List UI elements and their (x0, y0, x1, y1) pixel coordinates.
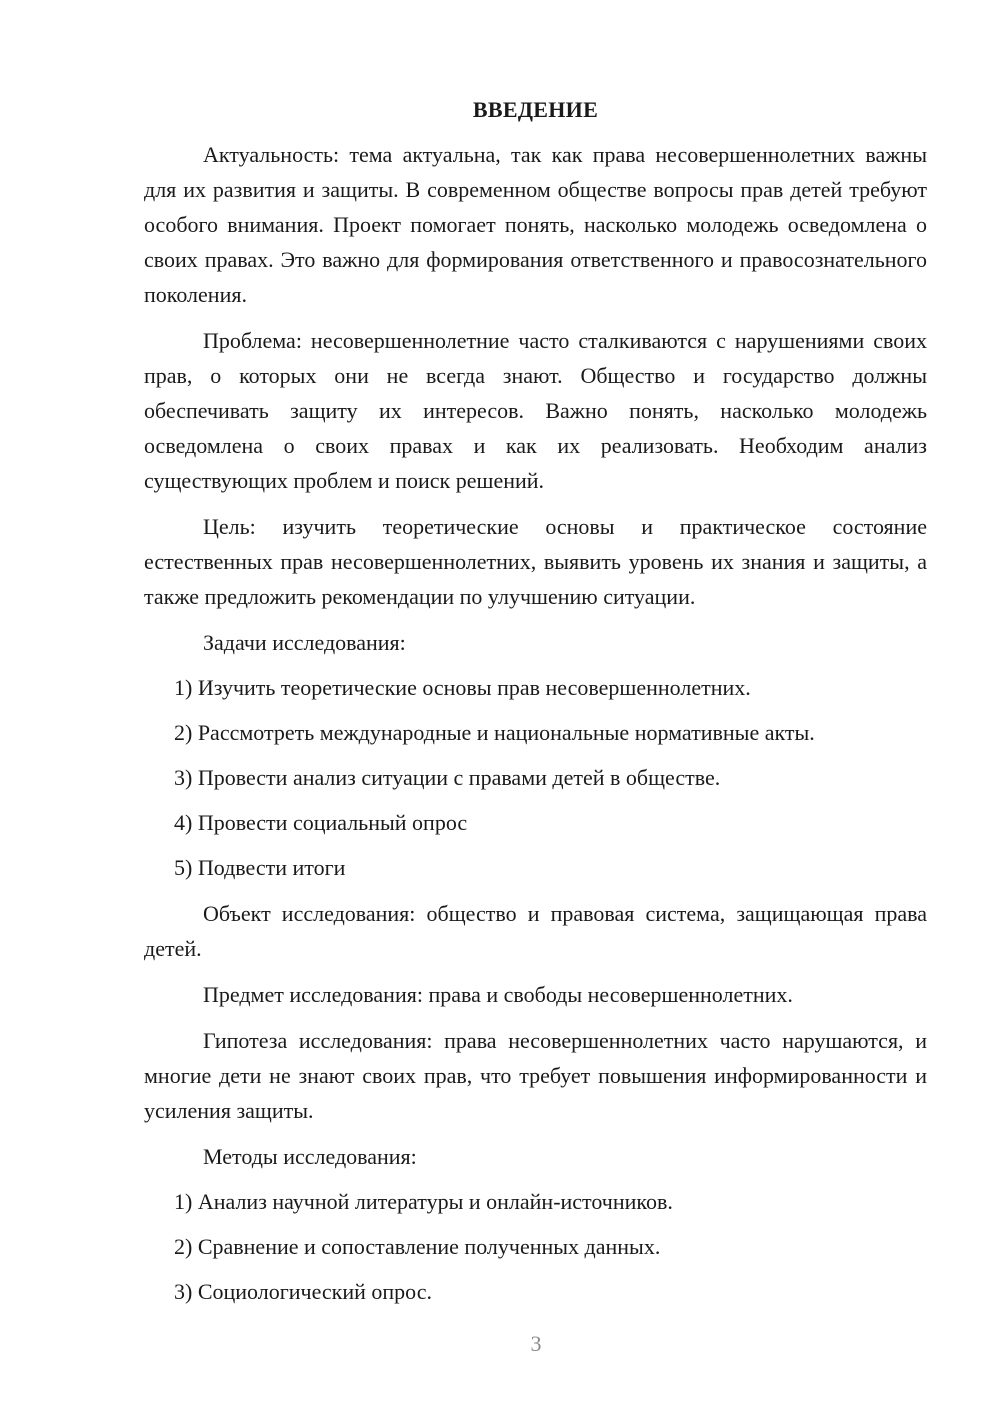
list-item: 1) Анализ научной литературы и онлайн-источников. (174, 1189, 673, 1214)
page-number: 3 (530, 1331, 542, 1356)
list-item: 2) Сравнение и сопоставление полученных данных. (174, 1234, 661, 1259)
page-title: ВВЕДЕНИЕ (472, 97, 599, 122)
list-item: 3) Социологический опрос. (174, 1279, 432, 1304)
page-content (144, 92, 927, 1309)
paragraph-hypothesis: Гипотеза исследования: права несовершеннолетних часто нарушаются, и многие дети не знают своих прав, что требует повышения информированности и усиления защиты. (144, 1028, 927, 1123)
paragraph-goal: Цель: изучить теоретические основы и практическое состояние естественных прав несовершеннолетних, выявить уровень их знания и защиты, а также предложить рекомендации по улучшению ситуации. (144, 514, 927, 609)
methods-list (144, 1184, 927, 1309)
list-item: 1) Изучить теоретические основы прав несовершеннолетних. (174, 675, 751, 700)
list-item: 4) Провести социальный опрос (174, 810, 468, 835)
paragraph-problem: Проблема: несовершеннолетние часто сталкиваются с нарушениями своих прав, о которых они не всегда знают. Общество и государство должны обеспечивать защиту их интересов. Важно понять, насколько молодежь осведомлена о своих правах и как их реализовать. Необходим анализ существующих проблем и поиск решений. (144, 328, 927, 493)
tasks-heading: Задачи исследования: (203, 630, 406, 655)
tasks-list (144, 670, 927, 885)
list-item: 3) Провести анализ ситуации с правами детей в обществе. (174, 765, 721, 790)
paragraph-subject: Предмет исследования: права и свободы несовершеннолетних. (203, 982, 793, 1007)
list-item: 2) Рассмотреть международные и национальные нормативные акты. (174, 720, 815, 745)
paragraph-object: Объект исследования: общество и правовая система, защищающая права детей. (144, 901, 927, 961)
methods-heading: Методы исследования: (203, 1144, 417, 1169)
paragraph-relevance: Актуальность: тема актуальна, так как права несовершеннолетних важны для их развития и защиты. В современном обществе вопросы прав детей требуют особого внимания. Проект помогает понять, насколько молодежь осведомлена о своих правах. Это важно для формирования ответственного и правосознательного поколения. (144, 142, 927, 307)
list-item: 5) Подвести итоги (174, 855, 346, 880)
